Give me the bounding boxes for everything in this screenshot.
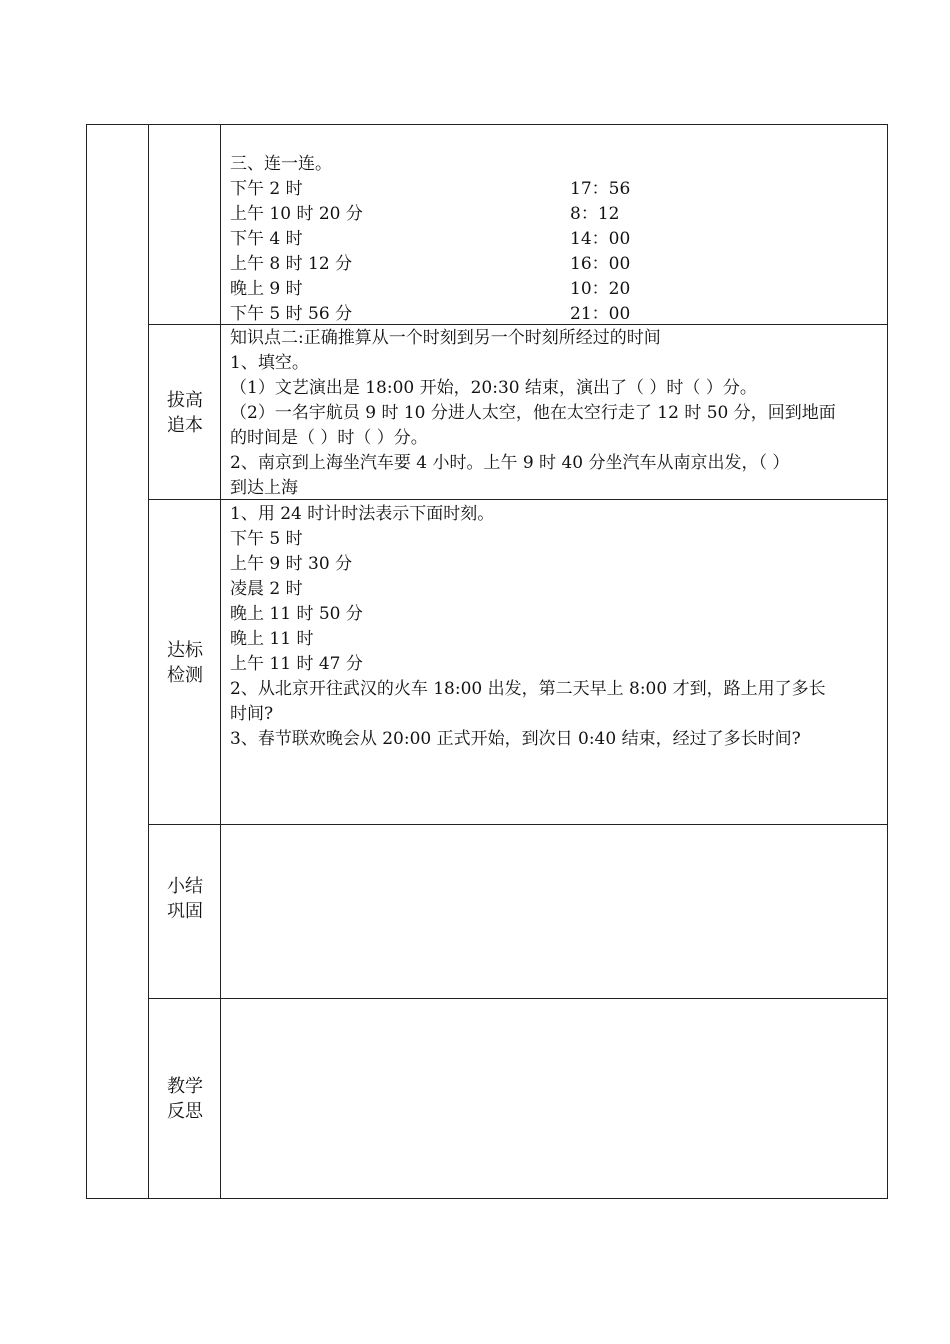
matching-right: 17：56 — [570, 179, 631, 199]
text-line: 凌晨 2 时 — [230, 579, 303, 599]
text-line: 上午 9 时 30 分 — [230, 554, 353, 574]
matching-right: 21：00 — [570, 304, 631, 324]
label-line: 达标 — [167, 640, 203, 661]
matching-right: 10：20 — [570, 279, 631, 299]
table-divider-1 — [148, 124, 149, 1199]
text-line: 晚上 11 时 50 分 — [230, 604, 363, 624]
matching-left: 下午 5 时 56 分 — [230, 304, 353, 324]
text-line: （2）一名宇航员 9 时 10 分进人太空，他在太空行走了 12 时 50 分，回到地面 — [230, 403, 836, 423]
matching-pair — [230, 252, 880, 277]
knowledge-point-heading: 知识点二:正确推算从一个时刻到另一个时刻所经过的时间 — [230, 328, 661, 348]
matching-pair — [230, 177, 880, 202]
matching-pair — [230, 302, 880, 327]
matching-right: 14：00 — [570, 229, 631, 249]
matching-left: 下午 4 时 — [230, 229, 303, 249]
label-line: 反思 — [167, 1101, 203, 1122]
table-border-top — [86, 124, 888, 125]
text-line: 的时间是（ ）时（ ）分。 — [230, 428, 428, 448]
label-line: 小结 — [167, 876, 203, 897]
matching-left: 上午 8 时 12 分 — [230, 254, 353, 274]
label-line: 教学 — [167, 1076, 203, 1097]
matching-pair — [230, 227, 880, 252]
text-line: 晚上 11 时 — [230, 629, 314, 649]
text-line: 3、春节联欢晚会从 20:00 正式开始，到次日 0:40 结束，经过了多长时间? — [230, 729, 801, 749]
matching-right: 16：00 — [570, 254, 631, 274]
section-label-summary — [150, 874, 220, 924]
matching-pair — [230, 277, 880, 302]
assessment-content — [230, 502, 880, 752]
label-line: 追本 — [167, 415, 203, 436]
label-line: 巩固 — [167, 901, 203, 922]
section-label-reflection — [150, 1074, 220, 1124]
text-line: 1、填空。 — [230, 353, 309, 373]
label-line: 检测 — [167, 665, 203, 686]
matching-left: 上午 10 时 20 分 — [230, 204, 363, 224]
text-line: 下午 5 时 — [230, 529, 303, 549]
section-label-advance — [150, 388, 220, 438]
text-line: 上午 11 时 47 分 — [230, 654, 363, 674]
text-line: 到达上海 — [230, 478, 298, 498]
table-border-bottom — [86, 1198, 888, 1199]
text-line: 时间? — [230, 704, 274, 724]
table-border-right — [887, 124, 888, 1199]
table-divider-2 — [220, 124, 221, 1199]
label-line: 拔高 — [167, 390, 203, 411]
advance-content — [230, 326, 880, 501]
row-divider-3 — [148, 824, 888, 825]
matching-left: 晚上 9 时 — [230, 279, 303, 299]
section-label-assessment — [150, 638, 220, 688]
text-line: 2、从北京开往武汉的火车 18:00 出发，第二天早上 8:00 才到，路上用了多长 — [230, 679, 826, 699]
matching-heading: 三、连一连。 — [230, 154, 332, 174]
matching-left: 下午 2 时 — [230, 179, 303, 199]
matching-pair — [230, 202, 880, 227]
matching-right: 8：12 — [570, 204, 620, 224]
text-line: （1）文艺演出是 18:00 开始，20:30 结束，演出了（ ）时（ ）分。 — [230, 378, 757, 398]
text-line: 1、用 24 时计时法表示下面时刻。 — [230, 504, 495, 524]
text-line: 2、南京到上海坐汽车要 4 小时。上午 9 时 40 分坐汽车从南京出发，（ ） — [230, 453, 790, 473]
table-border-left — [86, 124, 87, 1199]
matching-section — [230, 152, 880, 327]
row-divider-4 — [148, 998, 888, 999]
